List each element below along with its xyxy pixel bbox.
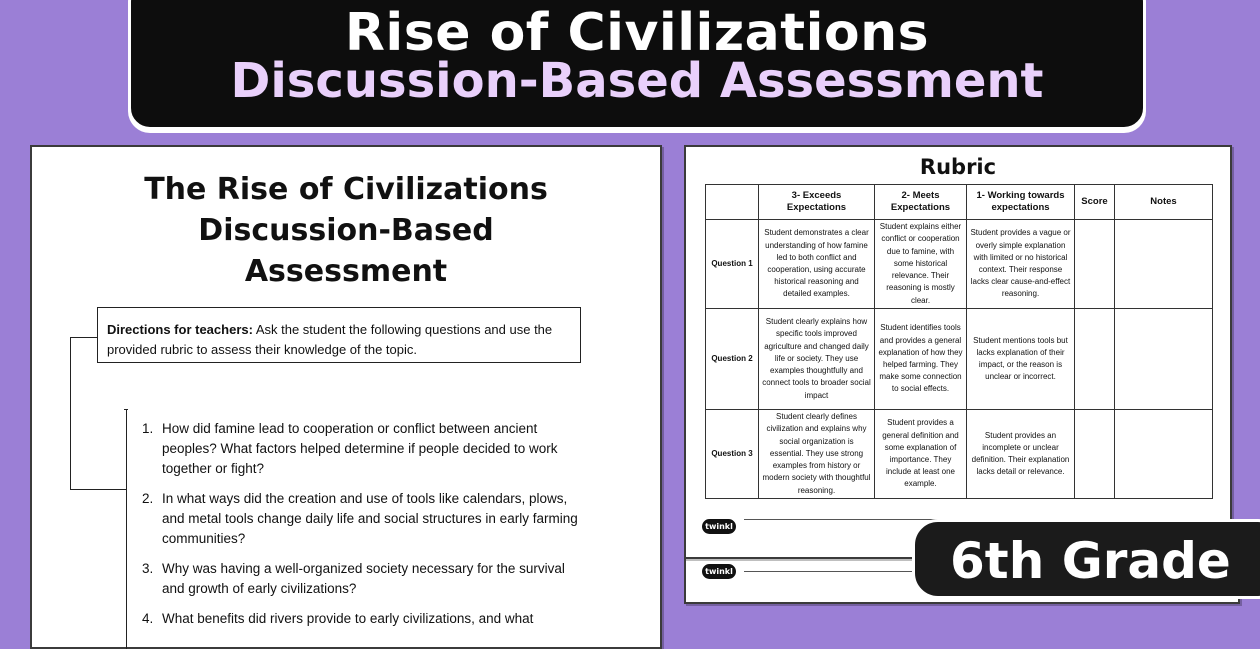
rubric-cell-notes <box>1115 220 1213 309</box>
question-item <box>142 559 582 599</box>
question-item <box>142 489 582 549</box>
rubric-cell-notes <box>1115 309 1213 410</box>
bracket-line <box>70 337 71 489</box>
rubric-row <box>706 410 1213 499</box>
rubric-title: Rubric <box>919 155 997 179</box>
question-number: 3. <box>142 561 154 576</box>
banner-title-line1: Rise of Civilizations <box>344 3 930 63</box>
rubric-cell-meets: Student explains either conflict or cooperation due to famine, with some historical relevance. Their reasoning is mostly clear. <box>875 220 967 309</box>
rubric-header-row <box>706 185 1213 220</box>
document-title-line-3: Assessment <box>244 254 448 289</box>
teacher-directions-box <box>97 307 581 363</box>
rubric-cell-score <box>1075 309 1115 410</box>
rubric-row-label: Question 2 <box>706 309 759 410</box>
bracket-line <box>70 337 97 338</box>
question-text: How did famine lead to cooperation or conflict between ancient peoples? What factors helped determine if people decided to work together or fight? <box>162 421 558 476</box>
rubric-header-cell <box>706 185 759 220</box>
document-title-line-1: The Rise of Civilizations <box>144 172 548 207</box>
rubric-row <box>706 309 1213 410</box>
question-text: Why was having a well-organized society necessary for the survival and growth of early civilizations? <box>162 561 565 596</box>
document-title <box>32 169 660 292</box>
question-number: 1. <box>142 421 154 436</box>
question-item <box>142 419 582 479</box>
rubric-cell-meets: Student identifies tools and provides a general explanation of how they helped farming. They make some connection to social effects. <box>875 309 967 410</box>
directions-text: Ask the student the following questions and use the provided rubric to assess their knowledge of the topic. <box>107 322 553 357</box>
rubric-cell-score <box>1075 220 1115 309</box>
rubric-row <box>706 220 1213 309</box>
question-number: 2. <box>142 491 154 506</box>
directions-label: Directions for teachers: <box>107 322 253 337</box>
rubric-row-label: Question 1 <box>706 220 759 309</box>
twinkl-logo: twinkl <box>702 564 736 579</box>
rubric-cell-working: Student provides a vague or overly simple explanation with limited or no historical context. Their response lacks clear cause-and-effect reasoning. <box>967 220 1075 309</box>
twinkl-logo: twinkl <box>702 519 736 534</box>
rubric-header-cell: 3- Exceeds Expectations <box>759 185 875 220</box>
rubric-header-cell: Score <box>1075 185 1115 220</box>
bracket-line <box>126 409 127 649</box>
document-title-line-2: Discussion-Based <box>198 213 494 248</box>
grade-label: 6th Grade <box>950 532 1231 590</box>
question-list <box>142 419 582 639</box>
rubric-row-label: Question 3 <box>706 410 759 499</box>
title-banner <box>128 0 1146 130</box>
rubric-cell-score <box>1075 410 1115 499</box>
rubric-cell-working: Student provides an incomplete or unclear definition. Their explanation lacks detail or relevance. <box>967 410 1075 499</box>
rubric-table <box>705 184 1213 499</box>
question-text: In what ways did the creation and use of tools like calendars, plows, and metal tools change daily life and social structures in early farming communities? <box>162 491 578 546</box>
rubric-cell-working: Student mentions tools but lacks explanation of their impact, or the reason is unclear or incorrect. <box>967 309 1075 410</box>
rubric-header-cell: 1- Working towards expectations <box>967 185 1075 220</box>
rubric-cell-notes <box>1115 410 1213 499</box>
bracket-line <box>70 489 126 490</box>
rubric-header-cell: 2- Meets Expectations <box>875 185 967 220</box>
rubric-page <box>684 145 1232 559</box>
rubric-cell-exceeds: Student clearly explains how specific tools improved agriculture and changed daily life or society. They use examples thoughtfully and connect tools to broader social impact <box>759 309 875 410</box>
rubric-cell-meets: Student provides a general definition and some explanation of importance. They include at least one example. <box>875 410 967 499</box>
bracket-line <box>124 409 128 410</box>
grade-badge <box>912 519 1260 599</box>
question-item <box>142 609 582 629</box>
question-number: 4. <box>142 611 154 626</box>
rubric-cell-exceeds: Student demonstrates a clear understanding of how famine led to both conflict and cooperation, using accurate historical reasoning and detailed examples. <box>759 220 875 309</box>
rubric-header-cell: Notes <box>1115 185 1213 220</box>
assessment-document-page <box>30 145 662 649</box>
question-text: What benefits did rivers provide to early civilizations, and what <box>162 611 534 626</box>
banner-title-line2: Discussion-Based Assessment <box>230 53 1044 109</box>
rubric-cell-exceeds: Student clearly defines civilization and explains why social organization is essential. They use strong examples from history or modern society with thoughtful reasoning. <box>759 410 875 499</box>
